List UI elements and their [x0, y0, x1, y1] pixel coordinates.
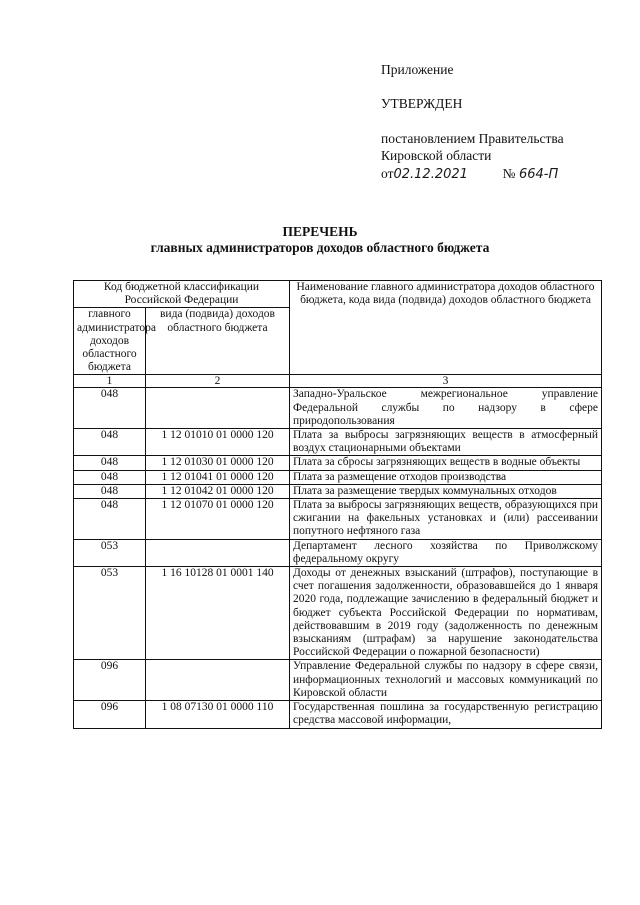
- number-prefix: №: [502, 166, 516, 181]
- column-number: 2: [146, 375, 290, 388]
- table-row: [74, 388, 602, 429]
- income-code-cell: 1 12 01030 01 0000 120: [146, 456, 290, 470]
- admin-code-cell: 048: [74, 470, 146, 484]
- admin-code-cell: 048: [74, 484, 146, 498]
- handwritten-date: 02.12.2021: [393, 167, 468, 182]
- admin-code-cell: 048: [74, 499, 146, 540]
- administrators-table: [73, 280, 602, 729]
- table-row: [74, 499, 602, 540]
- column-number: 1: [74, 375, 146, 388]
- date-number-line: [381, 166, 558, 183]
- admin-code-cell: 048: [74, 388, 146, 429]
- admin-code-cell: 048: [74, 429, 146, 456]
- appendix-label: Приложение: [381, 62, 454, 77]
- admin-code-cell: 048: [74, 456, 146, 470]
- name-cell: Департамент лесного хозяйства по Приволжскому федеральному округу: [290, 539, 602, 566]
- income-code-cell: 1 16 10128 01 0001 140: [146, 567, 290, 660]
- name-cell: Плата за выбросы загрязняющих веществ, образующихся при сжигании на факельных установках и (или) рассеивании попутного нефтяного газа: [290, 499, 602, 540]
- table-row: [74, 567, 602, 660]
- table-row: [74, 701, 602, 728]
- header-group-cell: Код бюджетной классификации Российской Федерации: [74, 281, 290, 308]
- name-cell: Управление Федеральной службы по надзору в сфере связи, информационных технологий и массовых коммуникаций по Кировской области: [290, 660, 602, 701]
- income-code-cell: 1 12 01070 01 0000 120: [146, 499, 290, 540]
- income-code-cell: 1 08 07130 01 0000 110: [146, 701, 290, 728]
- header-code-cell: вида (подвида) доходов областного бюджета: [146, 308, 290, 375]
- name-cell: Плата за выбросы загрязняющих веществ в атмосферный воздух стационарными объектами: [290, 429, 602, 456]
- income-code-cell: 1 12 01041 01 0000 120: [146, 470, 290, 484]
- admin-code-cell: 053: [74, 567, 146, 660]
- table-row: [74, 429, 602, 456]
- name-cell: Западно-Уральское межрегиональное управление Федеральной службы по надзору в сфере природопользования: [290, 388, 602, 429]
- table-row: [74, 539, 602, 566]
- admin-code-cell: 096: [74, 701, 146, 728]
- table-row: [74, 470, 602, 484]
- income-code-cell: [146, 388, 290, 429]
- resolution-line-1: постановлением Правительства: [381, 131, 564, 146]
- header-name-cell: Наименование главного администратора доходов областного бюджета, кода вида (подвида) доходов областного бюджета: [290, 281, 602, 375]
- table-row: [74, 456, 602, 470]
- admin-code-cell: 096: [74, 660, 146, 701]
- name-cell: Государственная пошлина за государственную регистрацию средства массовой информации,: [290, 701, 602, 728]
- document-title: ПЕРЕЧЕНЬ: [282, 224, 358, 239]
- admin-code-cell: 053: [74, 539, 146, 566]
- name-cell: Доходы от денежных взысканий (штрафов), поступающие в счет погашения задолженности, образовавшейся до 1 января 2020 года, подлежащие зачислению в федеральный бюджет и бюджет субъекта Российской Федерации по нормативам, действовавшим в 2019 году (задолженность по денежным взысканиям (штрафам) за нарушение законодательства Российской Федерации о пожарной безопасности): [290, 567, 602, 660]
- header-admin-cell: главного администратора доходов областного бюджета: [74, 308, 146, 375]
- table-row: [74, 660, 602, 701]
- name-cell: Плата за сбросы загрязняющих веществ в водные объекты: [290, 456, 602, 470]
- income-code-cell: [146, 539, 290, 566]
- income-code-cell: 1 12 01042 01 0000 120: [146, 484, 290, 498]
- resolution-line-2: Кировской области: [381, 148, 492, 163]
- handwritten-number: 664-П: [518, 167, 559, 182]
- date-prefix: от: [381, 166, 394, 181]
- column-number: 3: [290, 375, 602, 388]
- name-cell: Плата за размещение отходов производства: [290, 470, 602, 484]
- document-subtitle: главных администраторов доходов областного бюджета: [150, 240, 490, 255]
- name-cell: Плата за размещение твердых коммунальных отходов: [290, 484, 602, 498]
- approved-label: УТВЕРЖДЕН: [381, 96, 463, 111]
- table-row: [74, 484, 602, 498]
- income-code-cell: [146, 660, 290, 701]
- income-code-cell: 1 12 01010 01 0000 120: [146, 429, 290, 456]
